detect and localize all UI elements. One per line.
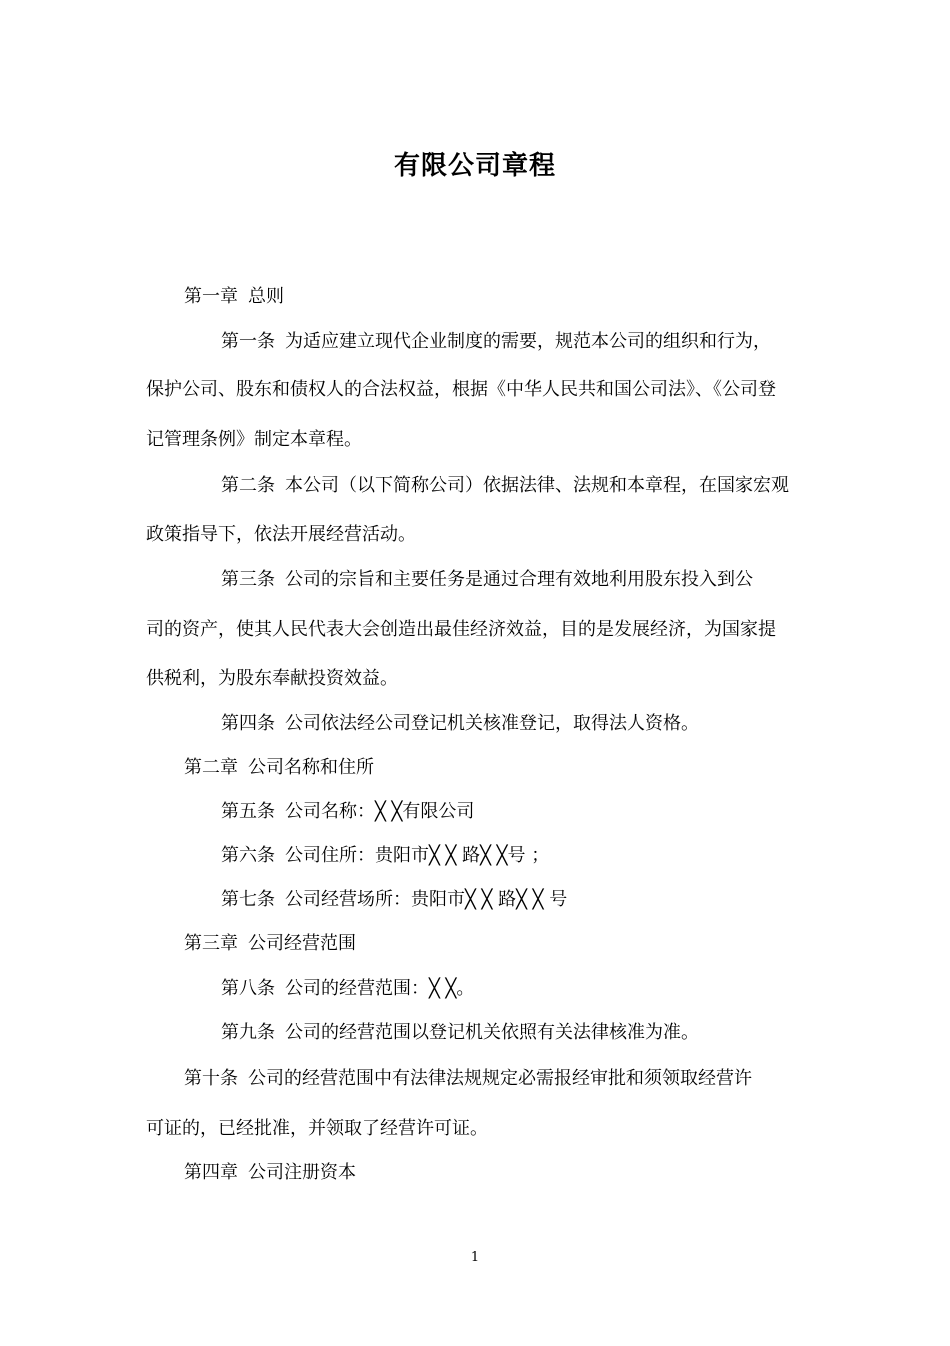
chapter-title: 公司名称和住所 (248, 757, 374, 778)
article-text: 公司的经营范围中有法律法规规定必需报经审批和须领取经营许 (248, 1068, 752, 1089)
article-text: 公司的经营范围：╳ ╳。 (285, 978, 475, 999)
article-3-line-1 (221, 567, 753, 593)
article-1-line-2: 保护公司、股东和债权人的合法权益，根据《中华人民共和国公司法》、《公司登 (146, 379, 776, 400)
article-2-line-2: 政策指导下，依法开展经营活动。 (146, 524, 416, 545)
article-number: 第七条 (221, 889, 275, 910)
article-1-line-3: 记管理条例》制定本章程。 (146, 429, 362, 450)
article-text: 公司的宗旨和主要任务是通过合理有效地利用股东投入到公 (285, 569, 753, 590)
article-9-line-1 (221, 1020, 699, 1046)
article-1-line-1 (221, 329, 771, 355)
article-text: 公司的经营范围以登记机关依照有关法律核准为准。 (285, 1022, 699, 1043)
article-number: 第五条 (221, 801, 275, 822)
chapter-heading-1 (184, 284, 284, 310)
article-number: 第十条 (184, 1068, 238, 1089)
page-title: 有限公司章程 (393, 151, 556, 181)
article-4-line-1 (221, 711, 699, 737)
chapter-title: 公司注册资本 (248, 1162, 356, 1183)
chapter-number: 第四章 (184, 1162, 238, 1183)
article-2-line-1 (221, 473, 789, 499)
chapter-heading-4 (184, 1160, 356, 1186)
chapter-heading-3 (184, 931, 356, 957)
chapter-title: 总则 (248, 286, 284, 307)
article-text: 公司住所：贵阳市╳ ╳ 路╳ ╳号 ； (285, 845, 550, 866)
article-text: 为适应建立现代企业制度的需要，规范本公司的组织和行为， (285, 331, 771, 352)
article-number: 第三条 (221, 569, 275, 590)
article-3-line-2: 司的资产，使其人民代表大会创造出最佳经济效益，目的是发展经济，为国家提 (146, 619, 776, 640)
article-number: 第九条 (221, 1022, 275, 1043)
article-5-line-1 (221, 799, 474, 825)
chapter-number: 第三章 (184, 933, 238, 954)
chapter-number: 第一章 (184, 286, 238, 307)
article-text: 公司名称：╳ ╳有限公司 (285, 801, 475, 822)
article-number: 第八条 (221, 978, 275, 999)
article-text: 公司经营场所：贵阳市╳ ╳ 路╳ ╳ 号 (285, 889, 568, 910)
article-10-line-1 (184, 1066, 752, 1092)
article-number: 第二条 (221, 475, 275, 496)
article-text: 本公司（以下简称公司）依据法律、法规和本章程，在国家宏观 (285, 475, 789, 496)
chapter-heading-2 (184, 755, 374, 781)
article-8-line-1 (221, 976, 474, 1002)
chapter-number: 第二章 (184, 757, 238, 778)
article-6-line-1 (221, 843, 549, 869)
article-text: 公司依法经公司登记机关核准登记，取得法人资格。 (285, 713, 699, 734)
article-number: 第六条 (221, 845, 275, 866)
page-number: 1 (470, 1250, 480, 1265)
article-number: 第一条 (221, 331, 275, 352)
article-number: 第四条 (221, 713, 275, 734)
article-10-line-2: 可证的，已经批准，并领取了经营许可证。 (146, 1118, 488, 1139)
article-7-line-1 (221, 887, 567, 913)
article-3-line-3: 供税利，为股东奉献投资效益。 (146, 668, 398, 689)
chapter-title: 公司经营范围 (248, 933, 356, 954)
